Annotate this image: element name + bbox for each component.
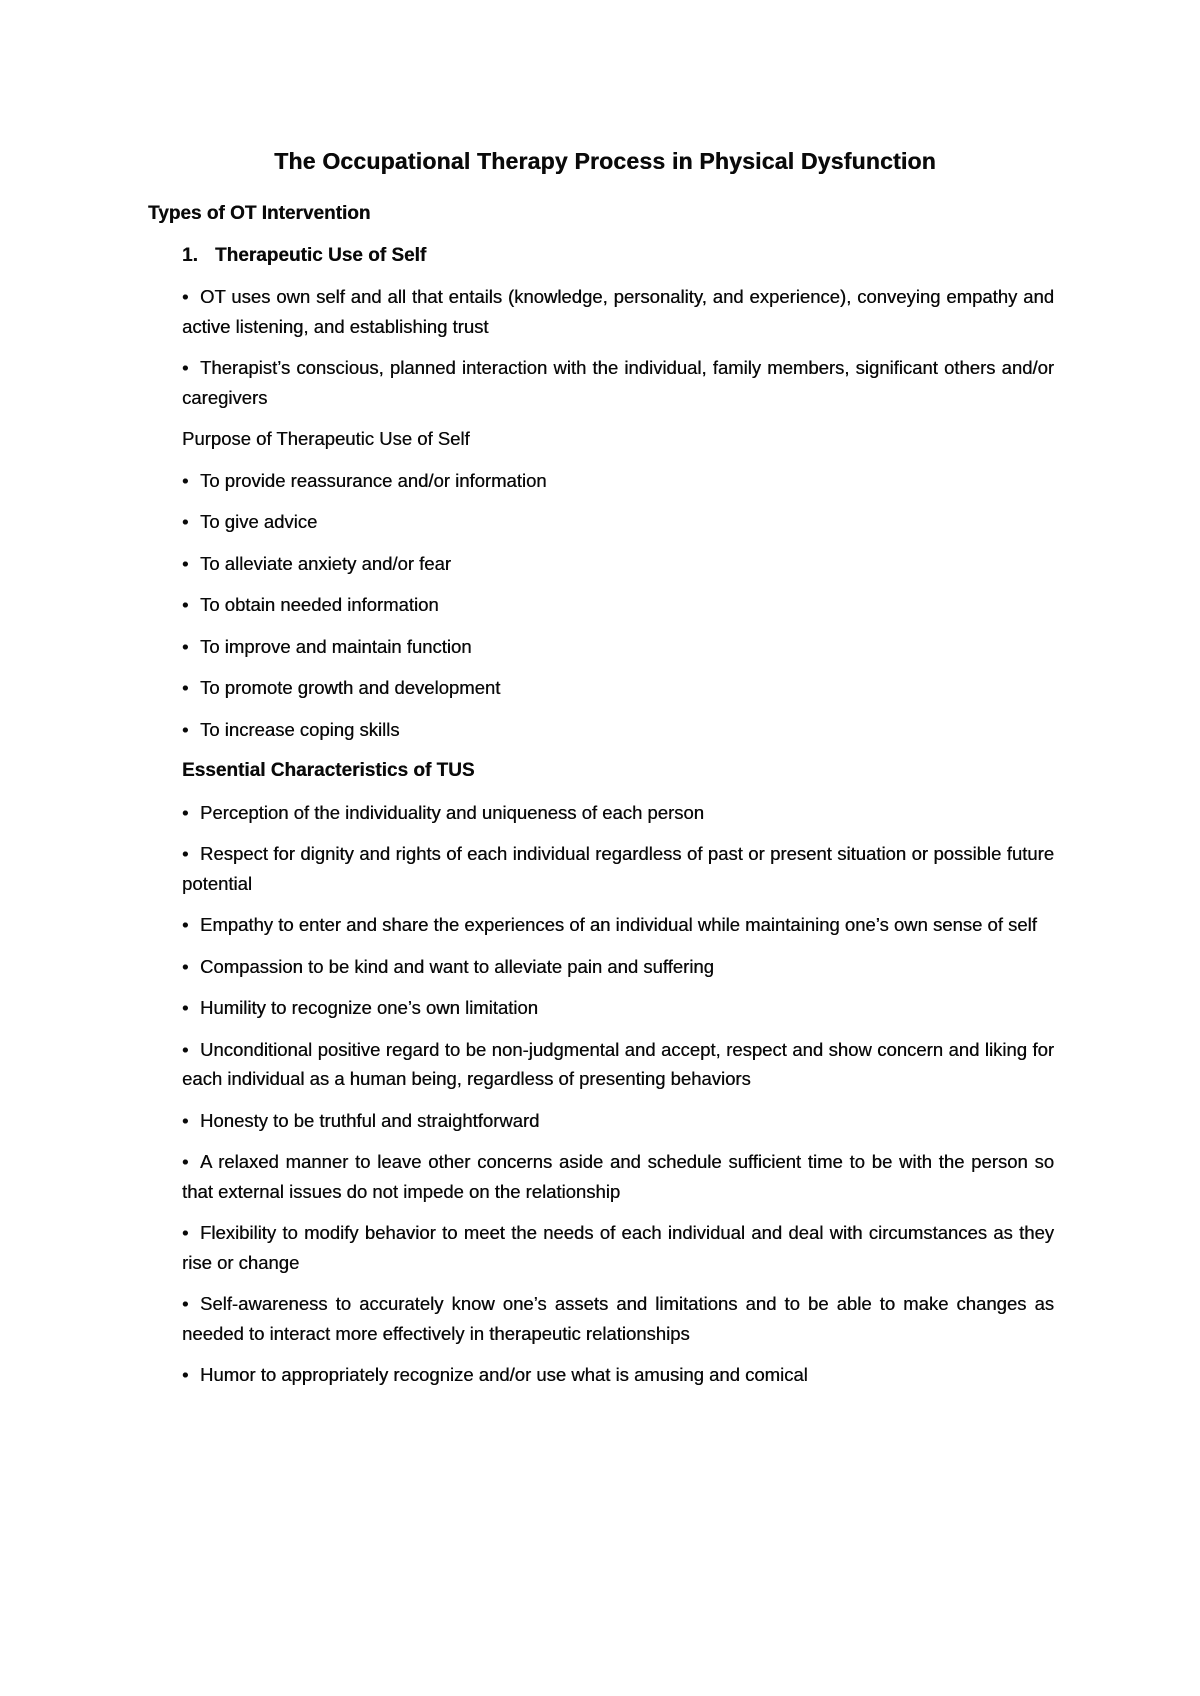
section-heading-essential-characteristics: Essential Characteristics of TUS	[182, 760, 475, 781]
bullet-text: Perception of the individuality and uniqueness of each person	[200, 801, 704, 823]
bullet-item	[182, 1035, 1054, 1094]
bullet-item	[182, 282, 1054, 341]
bullet-text: Empathy to enter and share the experiences of an individual while maintaining one’s own sense of self	[200, 914, 1037, 935]
bullet-icon: •	[182, 552, 189, 574]
bullet-text: Therapist’s conscious, planned interaction with the individual, family members, significant others and/or caregivers	[182, 357, 1054, 408]
numbered-item-therapeutic-use-of-self	[182, 241, 1062, 271]
bullet-text: Compassion to be kind and want to alleviate pain and suffering	[200, 955, 714, 977]
bullet-icon: •	[182, 1151, 189, 1172]
bullet-text: Unconditional positive regard to be non-judgmental and accept, respect and show concern and liking for each individual as a human being, regardless of presenting behaviors	[182, 1038, 1054, 1089]
bullet-text: To promote growth and development	[200, 677, 501, 698]
bullet-icon: •	[182, 677, 189, 698]
bullet-icon: •	[182, 955, 189, 977]
document-content	[148, 146, 1062, 1402]
numbered-item-text: Therapeutic Use of Self	[215, 244, 427, 266]
bullet-text: Humor to appropriately recognize and/or use what is amusing and comical	[200, 1364, 808, 1385]
bullet-text: Self-awareness to accurately know one’s assets and limitations and to be able to make changes as needed to interact more effectively in therapeutic relationships	[182, 1293, 1054, 1344]
bullet-item	[182, 507, 1054, 537]
bullet-item	[182, 1360, 1054, 1390]
bullet-icon: •	[182, 997, 189, 1018]
bullet-item	[182, 1147, 1054, 1206]
bullet-icon: •	[182, 1038, 189, 1060]
bullet-icon: •	[182, 801, 189, 823]
bullet-icon: •	[182, 1109, 189, 1131]
bullet-icon: •	[182, 914, 189, 935]
bullet-item	[182, 910, 1054, 940]
bullet-text: Respect for dignity and rights of each individual regardless of past or present situation or possible future potential	[182, 843, 1054, 894]
bullet-icon: •	[182, 843, 189, 864]
bullet-icon: •	[182, 286, 189, 307]
list-number: 1.	[182, 244, 198, 266]
bullet-icon: •	[182, 511, 189, 532]
bullet-text: OT uses own self and all that entails (knowledge, personality, and experience), conveying empathy and active listening, and establishing trust	[182, 286, 1054, 337]
bullet-text: To improve and maintain function	[200, 635, 472, 657]
bullet-item	[182, 466, 1054, 496]
bullet-item	[182, 590, 1054, 620]
bullet-item	[182, 632, 1054, 662]
bullet-text: Honesty to be truthful and straightforward	[200, 1109, 540, 1131]
bullet-item	[182, 549, 1054, 579]
bullet-item	[182, 1289, 1054, 1348]
bullet-item	[182, 1218, 1054, 1277]
bullet-icon: •	[182, 357, 189, 378]
bullet-text: To obtain needed information	[200, 594, 439, 615]
subheading-purpose-of-tus: Purpose of Therapeutic Use of Self	[182, 428, 470, 449]
bullet-text: To alleviate anxiety and/or fear	[200, 552, 451, 574]
bullet-item	[182, 798, 1054, 828]
bullet-item	[182, 715, 1054, 745]
bullet-text: To give advice	[200, 511, 318, 532]
bullet-icon: •	[182, 469, 189, 491]
bullet-text: A relaxed manner to leave other concerns aside and schedule sufficient time to be with the person so that external issues do not impede on the relationship	[182, 1151, 1054, 1202]
bullet-text: Humility to recognize one’s own limitation	[200, 997, 538, 1018]
bullet-item	[182, 952, 1054, 982]
bullet-icon: •	[182, 1364, 189, 1385]
document-title: The Occupational Therapy Process in Physical Dysfunction	[274, 148, 936, 174]
bullet-item	[182, 839, 1054, 898]
bullet-text: To increase coping skills	[200, 718, 400, 740]
section-heading-types-of-ot-intervention: Types of OT Intervention	[148, 203, 371, 224]
bullet-item	[182, 353, 1054, 412]
bullet-icon: •	[182, 718, 189, 740]
bullet-icon: •	[182, 1293, 189, 1314]
bullet-text: Flexibility to modify behavior to meet the needs of each individual and deal with circumstances as they rise or change	[182, 1222, 1054, 1273]
bullet-item	[182, 1106, 1054, 1136]
bullet-item	[182, 673, 1054, 703]
bullet-text: To provide reassurance and/or information	[200, 469, 547, 491]
bullet-item	[182, 993, 1054, 1023]
bullet-icon: •	[182, 594, 189, 615]
bullet-icon: •	[182, 635, 189, 657]
bullet-icon: •	[182, 1222, 189, 1243]
